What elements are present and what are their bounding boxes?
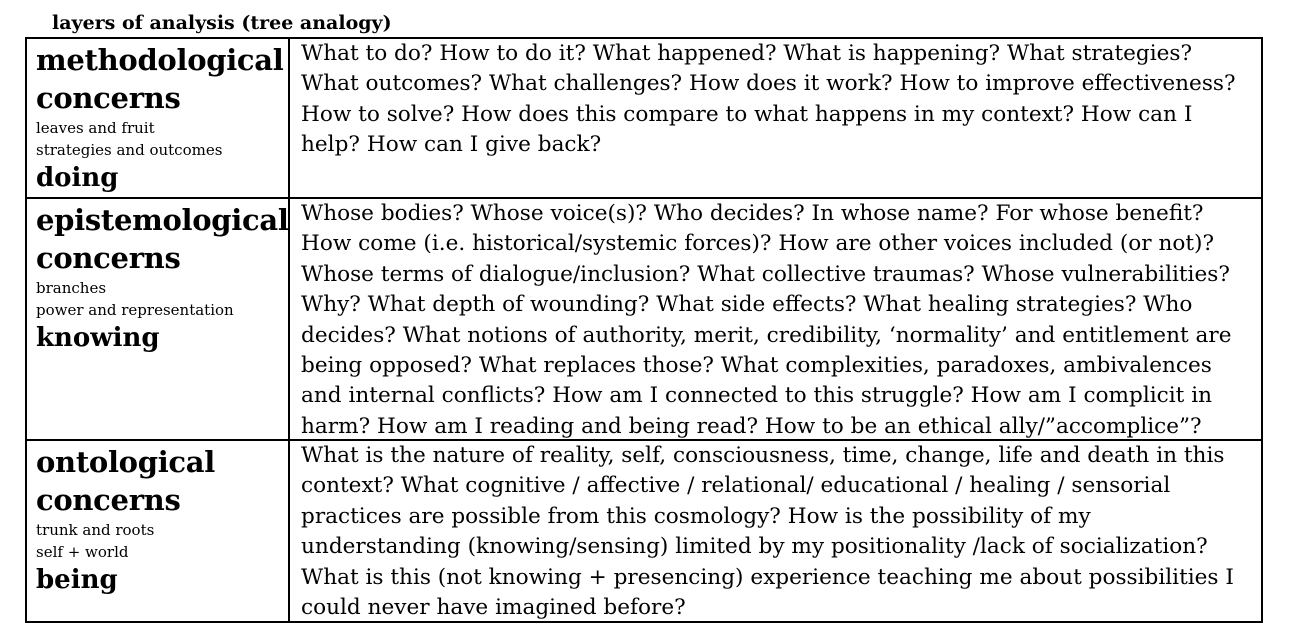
table-row-methodological — [27, 39, 1261, 197]
layer-verb: doing — [36, 163, 119, 193]
layer-tree-part: trunk and roots — [36, 521, 155, 539]
layer-heading: epistemological — [36, 203, 289, 237]
question-line: Why? What depth of wounding? What side effects? What healing strategies? Who — [301, 292, 1193, 318]
layer-heading-concerns: concerns — [36, 483, 181, 517]
layer-tree-part: leaves and fruit — [36, 119, 155, 137]
question-line: What is the nature of reality, self, consciousness, time, change, life and death in this — [301, 443, 1225, 468]
questions-cell — [290, 199, 1261, 441]
question-line: Whose terms of dialogue/inclusion? What collective traumas? Whose vulnerabilities? — [301, 261, 1230, 287]
questions-cell — [290, 39, 1261, 197]
question-line: context? What cognitive / affective / relational/ educational / healing / sensorial — [301, 473, 1171, 499]
layer-label-cell — [27, 39, 290, 197]
question-line: being opposed? What replaces those? What complexities, paradoxes, ambivalences — [301, 353, 1212, 379]
document-title: layers of analysis (tree analogy) — [52, 12, 392, 34]
question-line: What to do? How to do it? What happened? What is happening? What strategies? — [301, 41, 1193, 66]
question-line: decides? What notions of authority, merit, credibility, ‘normality’ and entitlement are — [301, 322, 1232, 348]
layer-heading: ontological — [36, 445, 215, 479]
question-line: Whose bodies? Whose voice(s)? Who decides? In whose name? For whose benefit? — [301, 201, 1204, 226]
layer-focus: power and representation — [36, 301, 234, 319]
questions-text — [301, 39, 1255, 161]
layer-heading-concerns: concerns — [36, 241, 181, 275]
question-line: help? How can I give back? — [301, 132, 602, 158]
layer-heading: methodological — [36, 43, 284, 77]
question-line: and internal conflicts? How am I connected to this struggle? How am I complicit in — [301, 383, 1213, 409]
questions-text — [301, 199, 1255, 441]
layer-heading-concerns: concerns — [36, 81, 181, 115]
question-line: practices are possible from this cosmology? How is the possibility of my — [301, 503, 1091, 529]
table-row-epistemological — [27, 197, 1261, 441]
questions-text — [301, 441, 1255, 623]
layer-label-cell — [27, 441, 290, 623]
layer-label-cell — [27, 199, 290, 441]
analysis-table — [25, 37, 1263, 623]
question-line: harm? How am I reading and being read? How to be an ethical ally/”accomplice”? — [301, 413, 1202, 439]
question-line: understanding (knowing/sensing) limited by my positionality /lack of socialization? — [301, 534, 1208, 560]
layer-verb: knowing — [36, 323, 160, 353]
layer-focus: strategies and outcomes — [36, 141, 223, 159]
question-line: What outcomes? What challenges? How does it work? How to improve effectiveness? — [301, 71, 1236, 97]
question-line: How to solve? How does this compare to what happens in my context? How can I — [301, 101, 1193, 127]
question-line: How come (i.e. historical/systemic forces)? How are other voices included (or not)? — [301, 231, 1215, 257]
questions-cell — [290, 441, 1261, 623]
layer-focus: self + world — [36, 543, 129, 561]
table-row-ontological — [27, 439, 1261, 623]
question-line: What is this (not knowing + presencing) experience teaching me about possibilities I — [301, 564, 1234, 590]
layer-tree-part: branches — [36, 279, 107, 297]
question-line: could never have imagined before? — [301, 595, 686, 621]
layer-verb: being — [36, 565, 118, 595]
